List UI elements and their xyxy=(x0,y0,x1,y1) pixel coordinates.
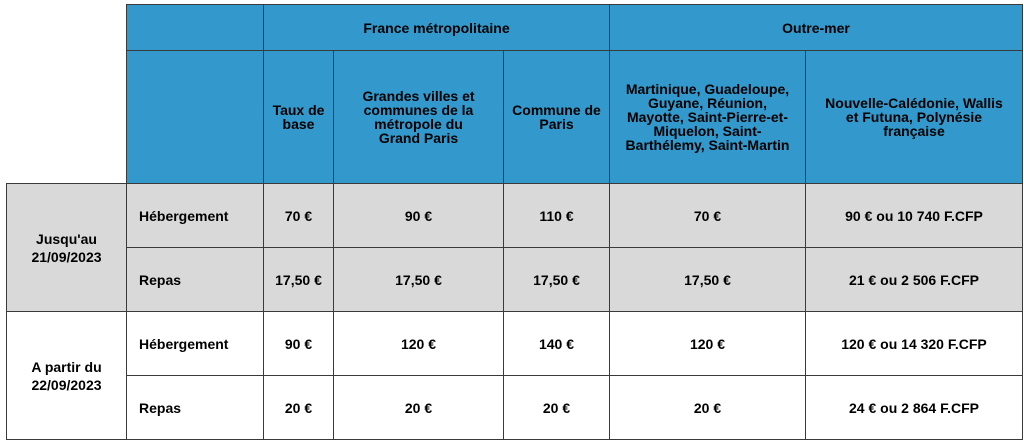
header-corner xyxy=(127,5,264,51)
column-header-grandes-villes: Grandes villes et communes de la métropole du Grand Paris xyxy=(334,51,504,184)
row-category: Repas xyxy=(127,376,264,440)
table-cell: 70 € xyxy=(264,184,334,248)
column-header-taux-base: Taux de base xyxy=(264,51,334,184)
group-header-outremer: Outre-mer xyxy=(610,5,1023,51)
column-header-pacifique: Nouvelle-Calédonie, Wallis et Futuna, Polynésie française xyxy=(806,51,1023,184)
table-cell: 120 € xyxy=(334,312,504,376)
table-cell: 90 € xyxy=(334,184,504,248)
table-cell: 17,50 € xyxy=(504,248,610,312)
table-cell: 120 € xyxy=(610,312,806,376)
header-corner-2 xyxy=(127,51,264,184)
table-cell: 21 € ou 2 506 F.CFP xyxy=(806,248,1023,312)
empty-corner xyxy=(7,5,127,51)
column-header-commune-paris: Commune de Paris xyxy=(504,51,610,184)
row-category: Repas xyxy=(127,248,264,312)
table-row xyxy=(7,184,1023,248)
table-cell: 140 € xyxy=(504,312,610,376)
table-cell: 110 € xyxy=(504,184,610,248)
table-row xyxy=(7,312,1023,376)
table-cell: 20 € xyxy=(504,376,610,440)
tarifs-table xyxy=(6,4,1023,440)
column-header-antilles: Martinique, Guadeloupe, Guyane, Réunion, Mayotte, Saint-Pierre-et-Miquelon, Saint-Barthélemy, Saint-Martin xyxy=(610,51,806,184)
table-cell: 20 € xyxy=(264,376,334,440)
group-header-france: France métropolitaine xyxy=(264,5,610,51)
table-cell: 20 € xyxy=(610,376,806,440)
period-label: Jusqu'au 21/09/2023 xyxy=(7,184,127,312)
table-cell: 20 € xyxy=(334,376,504,440)
table-cell: 17,50 € xyxy=(610,248,806,312)
table-row xyxy=(7,248,1023,312)
table-cell: 70 € xyxy=(610,184,806,248)
table-cell: 24 € ou 2 864 F.CFP xyxy=(806,376,1023,440)
table-cell: 90 € ou 10 740 F.CFP xyxy=(806,184,1023,248)
table-cell: 120 € ou 14 320 F.CFP xyxy=(806,312,1023,376)
row-category: Hébergement xyxy=(127,184,264,248)
table-cell: 17,50 € xyxy=(264,248,334,312)
table-cell: 90 € xyxy=(264,312,334,376)
table-cell: 17,50 € xyxy=(334,248,504,312)
empty-corner-2 xyxy=(7,51,127,184)
row-category: Hébergement xyxy=(127,312,264,376)
table-row xyxy=(7,376,1023,440)
period-label: A partir du 22/09/2023 xyxy=(7,312,127,440)
